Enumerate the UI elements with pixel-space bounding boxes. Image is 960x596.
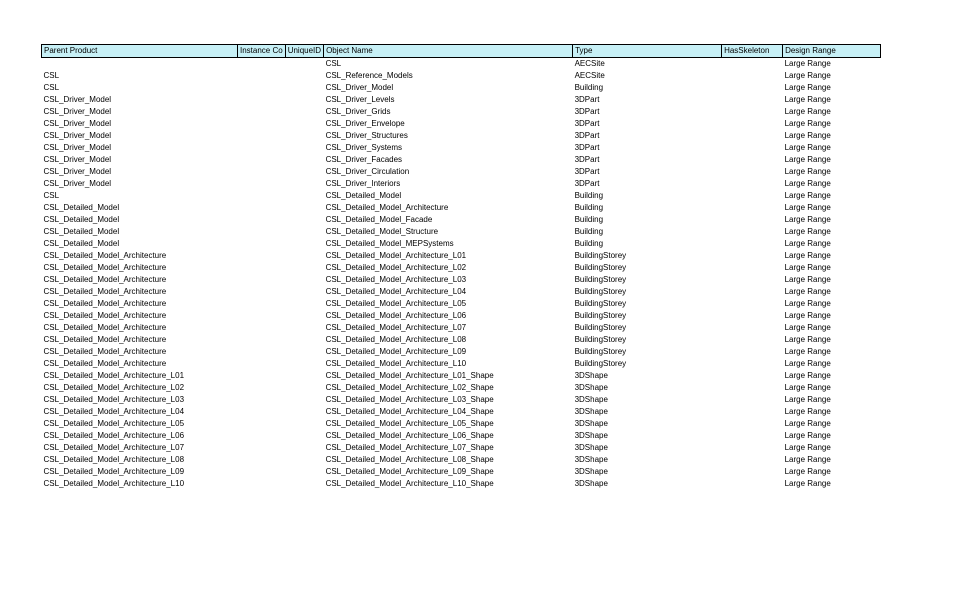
table-row <box>42 466 881 478</box>
unique-id-cell <box>285 334 323 346</box>
unique-id-cell <box>285 298 323 310</box>
parent-product-cell: CSL_Driver_Model <box>43 95 112 104</box>
table-row <box>42 322 881 334</box>
parent-product-cell: CSL_Detailed_Model_Architecture_L05 <box>43 419 185 428</box>
instance-count-cell <box>238 274 286 286</box>
header-has-skeleton: HasSkeleton <box>722 45 783 58</box>
instance-count-cell <box>238 466 286 478</box>
type-cell: 3DShape <box>574 479 608 488</box>
object-name-cell: CSL_Detailed_Model_Architecture_L09_Shape <box>325 467 494 476</box>
header-parent-product: Parent Product <box>42 45 238 58</box>
object-name-cell: CSL_Detailed_Model_Architecture_L01 <box>325 251 467 260</box>
parent-product-cell: CSL <box>43 71 60 80</box>
type-cell: 3DPart <box>574 179 600 188</box>
design-range-cell: Large Range <box>784 95 831 104</box>
has-skeleton-cell <box>722 382 783 394</box>
design-range-cell: Large Range <box>784 311 831 320</box>
design-range-cell: Large Range <box>784 455 831 464</box>
unique-id-cell <box>285 262 323 274</box>
has-skeleton-cell <box>722 130 783 142</box>
object-name-cell: CSL_Detailed_Model_Architecture_L10 <box>325 359 467 368</box>
parent-product-cell: CSL_Detailed_Model_Architecture <box>43 347 167 356</box>
type-cell: 3DPart <box>574 119 600 128</box>
instance-count-cell <box>238 190 286 202</box>
table-row <box>42 154 881 166</box>
parent-product-cell: CSL_Detailed_Model_Architecture_L03 <box>43 395 185 404</box>
table-row <box>42 106 881 118</box>
parent-product-cell: CSL_Driver_Model <box>43 143 112 152</box>
design-range-cell: Large Range <box>784 443 831 452</box>
instance-count-cell <box>238 94 286 106</box>
unique-id-cell <box>285 310 323 322</box>
parent-product-cell: CSL_Detailed_Model_Architecture_L02 <box>43 383 185 392</box>
type-cell: Building <box>574 191 604 200</box>
object-name-cell: CSL_Detailed_Model_Architecture_L04_Shape <box>325 407 494 416</box>
unique-id-cell <box>285 238 323 250</box>
design-range-cell: Large Range <box>784 371 831 380</box>
has-skeleton-cell <box>722 286 783 298</box>
object-name-cell: CSL_Detailed_Model_Architecture_L04 <box>325 287 467 296</box>
instance-count-cell <box>238 202 286 214</box>
design-range-cell: Large Range <box>784 251 831 260</box>
has-skeleton-cell <box>722 454 783 466</box>
has-skeleton-cell <box>722 238 783 250</box>
type-cell: AECSite <box>574 71 605 80</box>
object-name-cell: CSL_Detailed_Model_Architecture_L08_Shape <box>325 455 494 464</box>
type-cell: Building <box>574 203 604 212</box>
type-cell: BuildingStorey <box>574 251 627 260</box>
type-cell: BuildingStorey <box>574 347 627 356</box>
object-name-cell: CSL_Detailed_Model_Architecture_L06 <box>325 311 467 320</box>
design-range-cell: Large Range <box>784 155 831 164</box>
has-skeleton-cell <box>722 370 783 382</box>
unique-id-cell <box>285 322 323 334</box>
type-cell: 3DShape <box>574 419 608 428</box>
instance-count-cell <box>238 346 286 358</box>
object-name-cell: CSL_Detailed_Model_Architecture_L07_Shape <box>325 443 494 452</box>
has-skeleton-cell <box>722 466 783 478</box>
table-row <box>42 94 881 106</box>
type-cell: BuildingStorey <box>574 275 627 284</box>
has-skeleton-cell <box>722 226 783 238</box>
object-name-cell: CSL_Driver_Model <box>325 83 394 92</box>
design-range-cell: Large Range <box>784 227 831 236</box>
instance-count-cell <box>238 142 286 154</box>
instance-count-cell <box>238 178 286 190</box>
instance-count-cell <box>238 154 286 166</box>
parent-product-cell <box>42 58 238 71</box>
instance-count-cell <box>238 298 286 310</box>
unique-id-cell <box>285 442 323 454</box>
has-skeleton-cell <box>722 418 783 430</box>
instance-count-cell <box>238 238 286 250</box>
table-row <box>42 310 881 322</box>
instance-count-cell <box>238 226 286 238</box>
object-name-cell: CSL_Reference_Models <box>325 71 413 80</box>
design-range-cell: Large Range <box>784 167 831 176</box>
type-cell: 3DShape <box>574 467 608 476</box>
header-instance-count: Instance Co <box>238 45 286 58</box>
parent-product-cell: CSL <box>43 191 60 200</box>
design-range-cell: Large Range <box>784 299 831 308</box>
has-skeleton-cell <box>722 478 783 490</box>
table-row <box>42 274 881 286</box>
table-row <box>42 58 881 71</box>
type-cell: 3DShape <box>574 383 608 392</box>
has-skeleton-cell <box>722 166 783 178</box>
parent-product-cell: CSL_Detailed_Model_Architecture_L04 <box>43 407 185 416</box>
has-skeleton-cell <box>722 118 783 130</box>
type-cell: 3DShape <box>574 431 608 440</box>
unique-id-cell <box>285 226 323 238</box>
table-row <box>42 370 881 382</box>
table-row <box>42 454 881 466</box>
parent-product-cell: CSL_Driver_Model <box>43 119 112 128</box>
has-skeleton-cell <box>722 322 783 334</box>
unique-id-cell <box>285 346 323 358</box>
type-cell: Building <box>574 227 604 236</box>
instance-count-cell <box>238 130 286 142</box>
unique-id-cell <box>285 190 323 202</box>
parent-product-cell: CSL_Detailed_Model_Architecture <box>43 311 167 320</box>
unique-id-cell <box>285 430 323 442</box>
has-skeleton-cell <box>722 334 783 346</box>
header-design-range: Design Range <box>783 45 881 58</box>
has-skeleton-cell <box>722 82 783 94</box>
parent-product-cell: CSL_Detailed_Model_Architecture <box>43 251 167 260</box>
object-name-cell: CSL_Detailed_Model_Architecture_L07 <box>325 323 467 332</box>
design-range-cell: Large Range <box>784 287 831 296</box>
parent-product-cell: CSL_Detailed_Model_Architecture_L01 <box>43 371 185 380</box>
design-range-cell: Large Range <box>784 71 831 80</box>
table-row <box>42 298 881 310</box>
table-row <box>42 226 881 238</box>
design-range-cell: Large Range <box>784 359 831 368</box>
table-row <box>42 70 881 82</box>
header-unique-id: UniqueID <box>285 45 323 58</box>
instance-count-cell <box>238 250 286 262</box>
design-range-cell: Large Range <box>784 263 831 272</box>
table-row <box>42 418 881 430</box>
type-cell: 3DPart <box>574 131 600 140</box>
type-cell: BuildingStorey <box>574 335 627 344</box>
design-range-cell: Large Range <box>784 191 831 200</box>
table-row <box>42 130 881 142</box>
unique-id-cell <box>285 358 323 370</box>
header-object-name: Object Name <box>324 45 573 58</box>
design-range-cell: Large Range <box>784 275 831 284</box>
design-range-cell: Large Range <box>784 83 831 92</box>
has-skeleton-cell <box>722 202 783 214</box>
parent-product-cell: CSL_Driver_Model <box>43 167 112 176</box>
table-row <box>42 142 881 154</box>
instance-count-cell <box>238 262 286 274</box>
table-row <box>42 238 881 250</box>
object-name-cell: CSL_Detailed_Model_Architecture_L05_Shape <box>325 419 494 428</box>
unique-id-cell <box>285 82 323 94</box>
parent-product-cell: CSL_Detailed_Model_Architecture_L09 <box>43 467 185 476</box>
has-skeleton-cell <box>722 70 783 82</box>
parent-product-cell: CSL_Detailed_Model <box>43 227 120 236</box>
object-name-cell: CSL_Detailed_Model_Architecture_L03 <box>325 275 467 284</box>
design-range-cell: Large Range <box>784 215 831 224</box>
object-name-cell: CSL_Detailed_Model_Architecture_L09 <box>325 347 467 356</box>
table-row <box>42 250 881 262</box>
unique-id-cell <box>285 370 323 382</box>
unique-id-cell <box>285 286 323 298</box>
unique-id-cell <box>285 154 323 166</box>
type-cell: 3DPart <box>574 107 600 116</box>
object-name-cell: CSL_Driver_Structures <box>325 131 408 140</box>
parent-product-cell: CSL_Detailed_Model <box>43 239 120 248</box>
object-name-cell: CSL_Driver_Levels <box>325 95 395 104</box>
parent-product-cell: CSL_Detailed_Model_Architecture <box>43 299 167 308</box>
type-cell: BuildingStorey <box>574 287 627 296</box>
has-skeleton-cell <box>722 346 783 358</box>
instance-count-cell <box>238 106 286 118</box>
has-skeleton-cell <box>722 58 783 71</box>
object-name-cell: CSL <box>325 59 342 68</box>
unique-id-cell <box>285 118 323 130</box>
table-row <box>42 430 881 442</box>
has-skeleton-cell <box>722 430 783 442</box>
unique-id-cell <box>285 70 323 82</box>
spreadsheet <box>41 44 881 490</box>
instance-count-cell <box>238 70 286 82</box>
design-range-cell: Large Range <box>784 131 831 140</box>
unique-id-cell <box>285 166 323 178</box>
parent-product-cell: CSL_Detailed_Model_Architecture_L06 <box>43 431 185 440</box>
parent-product-cell: CSL_Driver_Model <box>43 179 112 188</box>
unique-id-cell <box>285 94 323 106</box>
parent-product-cell: CSL_Detailed_Model_Architecture <box>43 275 167 284</box>
product-structure-table <box>41 44 881 490</box>
object-name-cell: CSL_Driver_Interiors <box>325 179 401 188</box>
table-row <box>42 394 881 406</box>
has-skeleton-cell <box>722 106 783 118</box>
has-skeleton-cell <box>722 142 783 154</box>
instance-count-cell <box>238 430 286 442</box>
has-skeleton-cell <box>722 310 783 322</box>
instance-count-cell <box>238 58 286 71</box>
has-skeleton-cell <box>722 190 783 202</box>
parent-product-cell: CSL_Detailed_Model_Architecture <box>43 359 167 368</box>
instance-count-cell <box>238 214 286 226</box>
table-row <box>42 190 881 202</box>
has-skeleton-cell <box>722 214 783 226</box>
parent-product-cell: CSL_Driver_Model <box>43 107 112 116</box>
type-cell: 3DPart <box>574 167 600 176</box>
type-cell: BuildingStorey <box>574 311 627 320</box>
parent-product-cell: CSL_Detailed_Model <box>43 203 120 212</box>
type-cell: 3DShape <box>574 371 608 380</box>
instance-count-cell <box>238 334 286 346</box>
unique-id-cell <box>285 394 323 406</box>
object-name-cell: CSL_Detailed_Model <box>325 191 402 200</box>
table-row <box>42 214 881 226</box>
type-cell: Building <box>574 239 604 248</box>
parent-product-cell: CSL_Detailed_Model_Architecture_L10 <box>43 479 185 488</box>
type-cell: BuildingStorey <box>574 263 627 272</box>
type-cell: BuildingStorey <box>574 299 627 308</box>
instance-count-cell <box>238 454 286 466</box>
unique-id-cell <box>285 250 323 262</box>
has-skeleton-cell <box>722 94 783 106</box>
object-name-cell: CSL_Detailed_Model_Architecture_L08 <box>325 335 467 344</box>
type-cell: 3DShape <box>574 443 608 452</box>
object-name-cell: CSL_Detailed_Model_MEPSystems <box>325 239 454 248</box>
instance-count-cell <box>238 322 286 334</box>
object-name-cell: CSL_Detailed_Model_Facade <box>325 215 433 224</box>
type-cell: Building <box>574 83 604 92</box>
instance-count-cell <box>238 82 286 94</box>
object-name-cell: CSL_Detailed_Model_Architecture_L05 <box>325 299 467 308</box>
has-skeleton-cell <box>722 298 783 310</box>
parent-product-cell: CSL_Detailed_Model_Architecture <box>43 263 167 272</box>
table-row <box>42 382 881 394</box>
object-name-cell: CSL_Detailed_Model_Architecture_L02 <box>325 263 467 272</box>
table-row <box>42 202 881 214</box>
unique-id-cell <box>285 142 323 154</box>
design-range-cell: Large Range <box>784 467 831 476</box>
table-row <box>42 334 881 346</box>
design-range-cell: Large Range <box>784 431 831 440</box>
instance-count-cell <box>238 118 286 130</box>
type-cell: 3DShape <box>574 407 608 416</box>
has-skeleton-cell <box>722 394 783 406</box>
object-name-cell: CSL_Driver_Circulation <box>325 167 410 176</box>
design-range-cell: Large Range <box>784 323 831 332</box>
object-name-cell: CSL_Driver_Facades <box>325 155 403 164</box>
unique-id-cell <box>285 406 323 418</box>
table-row <box>42 262 881 274</box>
unique-id-cell <box>285 478 323 490</box>
parent-product-cell: CSL_Detailed_Model_Architecture_L08 <box>43 455 185 464</box>
object-name-cell: CSL_Detailed_Model_Architecture_L10_Shape <box>325 479 494 488</box>
object-name-cell: CSL_Driver_Envelope <box>325 119 405 128</box>
parent-product-cell: CSL <box>43 83 60 92</box>
unique-id-cell <box>285 130 323 142</box>
table-row <box>42 166 881 178</box>
type-cell: 3DPart <box>574 155 600 164</box>
instance-count-cell <box>238 382 286 394</box>
table-row <box>42 478 881 490</box>
unique-id-cell <box>285 202 323 214</box>
object-name-cell: CSL_Driver_Grids <box>325 107 391 116</box>
instance-count-cell <box>238 286 286 298</box>
design-range-cell: Large Range <box>784 395 831 404</box>
type-cell: BuildingStorey <box>574 359 627 368</box>
instance-count-cell <box>238 442 286 454</box>
instance-count-cell <box>238 358 286 370</box>
has-skeleton-cell <box>722 358 783 370</box>
type-cell: 3DShape <box>574 455 608 464</box>
parent-product-cell: CSL_Detailed_Model_Architecture <box>43 335 167 344</box>
table-row <box>42 406 881 418</box>
table-row <box>42 178 881 190</box>
instance-count-cell <box>238 394 286 406</box>
instance-count-cell <box>238 478 286 490</box>
unique-id-cell <box>285 466 323 478</box>
unique-id-cell <box>285 418 323 430</box>
design-range-cell: Large Range <box>784 347 831 356</box>
parent-product-cell: CSL_Detailed_Model <box>43 215 120 224</box>
type-cell: 3DPart <box>574 143 600 152</box>
unique-id-cell <box>285 274 323 286</box>
instance-count-cell <box>238 418 286 430</box>
has-skeleton-cell <box>722 406 783 418</box>
design-range-cell: Large Range <box>784 479 831 488</box>
has-skeleton-cell <box>722 250 783 262</box>
header-row <box>42 45 881 58</box>
table-row <box>42 286 881 298</box>
type-cell: BuildingStorey <box>574 323 627 332</box>
table-row <box>42 442 881 454</box>
design-range-cell: Large Range <box>784 203 831 212</box>
has-skeleton-cell <box>722 154 783 166</box>
object-name-cell: CSL_Detailed_Model_Architecture_L03_Shape <box>325 395 494 404</box>
table-row <box>42 118 881 130</box>
has-skeleton-cell <box>722 274 783 286</box>
has-skeleton-cell <box>722 178 783 190</box>
table-row <box>42 82 881 94</box>
parent-product-cell: CSL_Detailed_Model_Architecture <box>43 323 167 332</box>
table-row <box>42 358 881 370</box>
parent-product-cell: CSL_Detailed_Model_Architecture <box>43 287 167 296</box>
parent-product-cell: CSL_Driver_Model <box>43 155 112 164</box>
table-body <box>42 58 881 491</box>
instance-count-cell <box>238 370 286 382</box>
object-name-cell: CSL_Detailed_Model_Architecture_L06_Shape <box>325 431 494 440</box>
has-skeleton-cell <box>722 442 783 454</box>
design-range-cell: Large Range <box>784 179 831 188</box>
parent-product-cell: CSL_Detailed_Model_Architecture_L07 <box>43 443 185 452</box>
design-range-cell: Large Range <box>784 335 831 344</box>
object-name-cell: CSL_Detailed_Model_Architecture_L01_Shape <box>325 371 494 380</box>
unique-id-cell <box>285 178 323 190</box>
object-name-cell: CSL_Detailed_Model_Architecture <box>325 203 449 212</box>
instance-count-cell <box>238 406 286 418</box>
type-cell: Building <box>574 215 604 224</box>
design-range-cell: Large Range <box>784 119 831 128</box>
design-range-cell: Large Range <box>784 407 831 416</box>
header-type: Type <box>573 45 722 58</box>
design-range-cell: Large Range <box>784 107 831 116</box>
object-name-cell: CSL_Detailed_Model_Architecture_L02_Shape <box>325 383 494 392</box>
parent-product-cell: CSL_Driver_Model <box>43 131 112 140</box>
object-name-cell: CSL_Driver_Systems <box>325 143 403 152</box>
unique-id-cell <box>285 382 323 394</box>
instance-count-cell <box>238 166 286 178</box>
design-range-cell: Large Range <box>784 383 831 392</box>
instance-count-cell <box>238 310 286 322</box>
design-range-cell: Large Range <box>784 419 831 428</box>
design-range-cell: Large Range <box>784 239 831 248</box>
object-name-cell: CSL_Detailed_Model_Structure <box>325 227 439 236</box>
unique-id-cell <box>285 454 323 466</box>
table-row <box>42 346 881 358</box>
has-skeleton-cell <box>722 262 783 274</box>
type-cell: 3DShape <box>574 395 608 404</box>
design-range-cell: Large Range <box>784 59 831 68</box>
type-cell: AECSite <box>574 59 605 68</box>
unique-id-cell <box>285 58 323 71</box>
design-range-cell: Large Range <box>784 143 831 152</box>
type-cell: 3DPart <box>574 95 600 104</box>
unique-id-cell <box>285 214 323 226</box>
unique-id-cell <box>285 106 323 118</box>
